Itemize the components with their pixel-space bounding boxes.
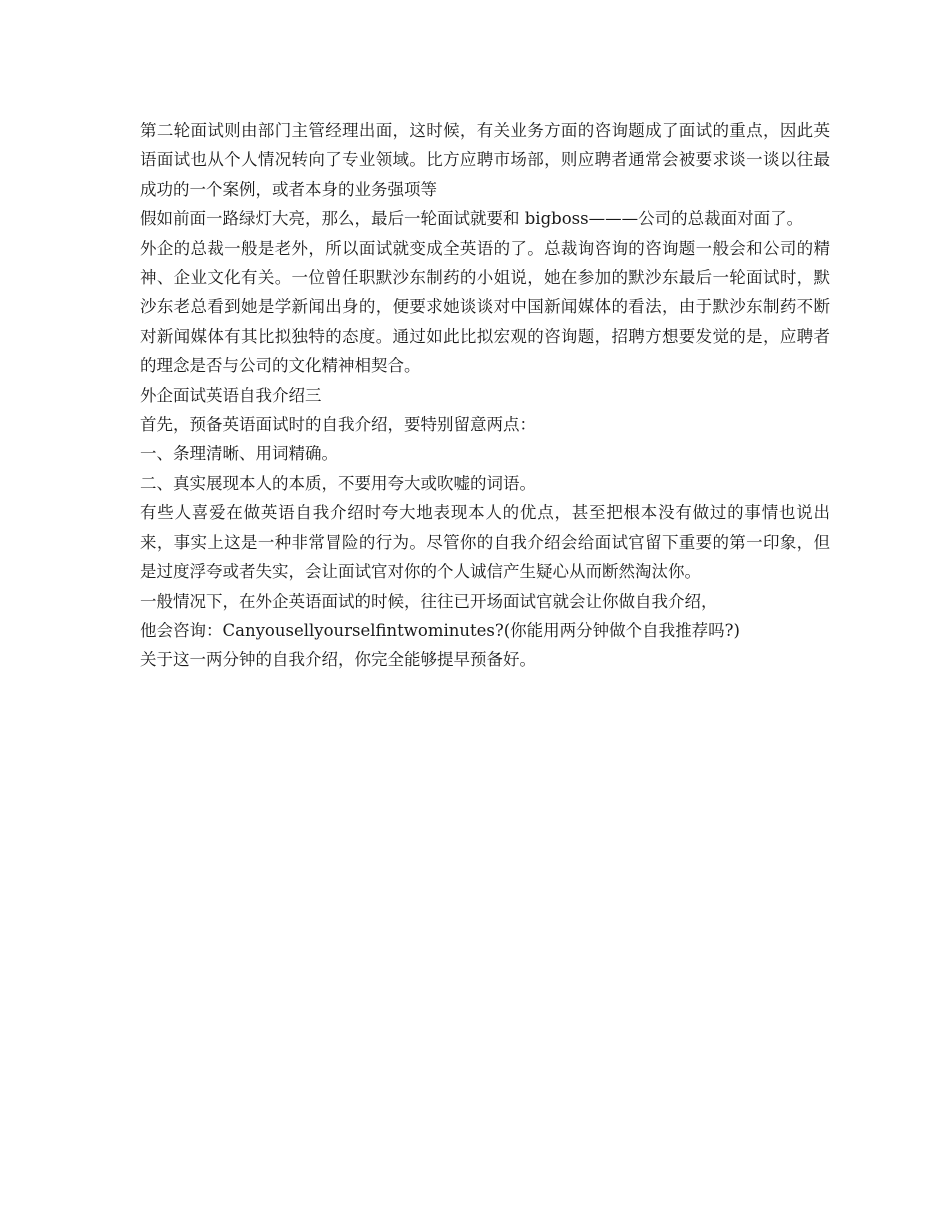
document-body bbox=[140, 116, 830, 675]
paragraph-second-round: 第二轮面试则由部门主管经理出面，这时候，有关业务方面的咨询题成了面试的重点，因此英语面试也从个人情况转向了专业领域。比方应聘市场部，则应聘者通常会被要求谈一谈以往最成功的一个案例，或者本身的业务强项等 bbox=[140, 121, 830, 199]
list-item-point-two: 二、真实展现本人的本质，不要用夸大或吹嘘的词语。 bbox=[140, 473, 536, 493]
paragraph-prepare-ahead: 关于这一两分钟的自我介绍，你完全能够提早预备好。 bbox=[140, 650, 536, 670]
paragraph-exaggeration-warning: 有些人喜爱在做英语自我介绍时夸大地表现本人的优点，甚至把根本没有做过的事情也说出来，事实上这是一种非常冒险的行为。尽管你的自我介绍会给面试官留下重要的第一印象，但是过度浮夸或者失实，会让面试官对你的个人诚信产生疑心从而断然淘汰你。 bbox=[140, 503, 830, 582]
paragraph-interviewer-question: 他会咨询：Canyousellyourselfintwominutes?(你能用两分钟做个自我推荐吗?) bbox=[140, 620, 740, 640]
paragraph-president-interview: 外企的总裁一般是老外，所以面试就变成全英语的了。总裁询咨询的咨询题一般会和公司的精神、企业文化有关。一位曾任职默沙东制药的小姐说，她在参加的默沙东最后一轮面试时，默沙东老总看到她是学新闻出身的，便要求她谈谈对中国新闻媒体的看法，由于默沙东制药不断对新闻媒体有其比拟独特的态度。通过如此比拟宏观的咨询题，招聘方想要发觉的是，应聘者的理念是否与公司的文化精神相契合。 bbox=[140, 238, 830, 376]
section-heading: 外企面试英语自我介绍三 bbox=[140, 385, 322, 405]
list-item-point-one: 一、条理清晰、用词精确。 bbox=[140, 444, 338, 464]
paragraph-preparation: 首先，预备英语面试时的自我介绍，要特别留意两点： bbox=[140, 415, 536, 435]
paragraph-general-situation: 一般情况下，在外企英语面试的时候，往往已开场面试官就会让你做自我介绍， bbox=[140, 591, 718, 611]
paragraph-final-round: 假如前面一路绿灯大亮，那么，最后一轮面试就要和 bigboss———公司的总裁面对面了。 bbox=[140, 209, 804, 229]
